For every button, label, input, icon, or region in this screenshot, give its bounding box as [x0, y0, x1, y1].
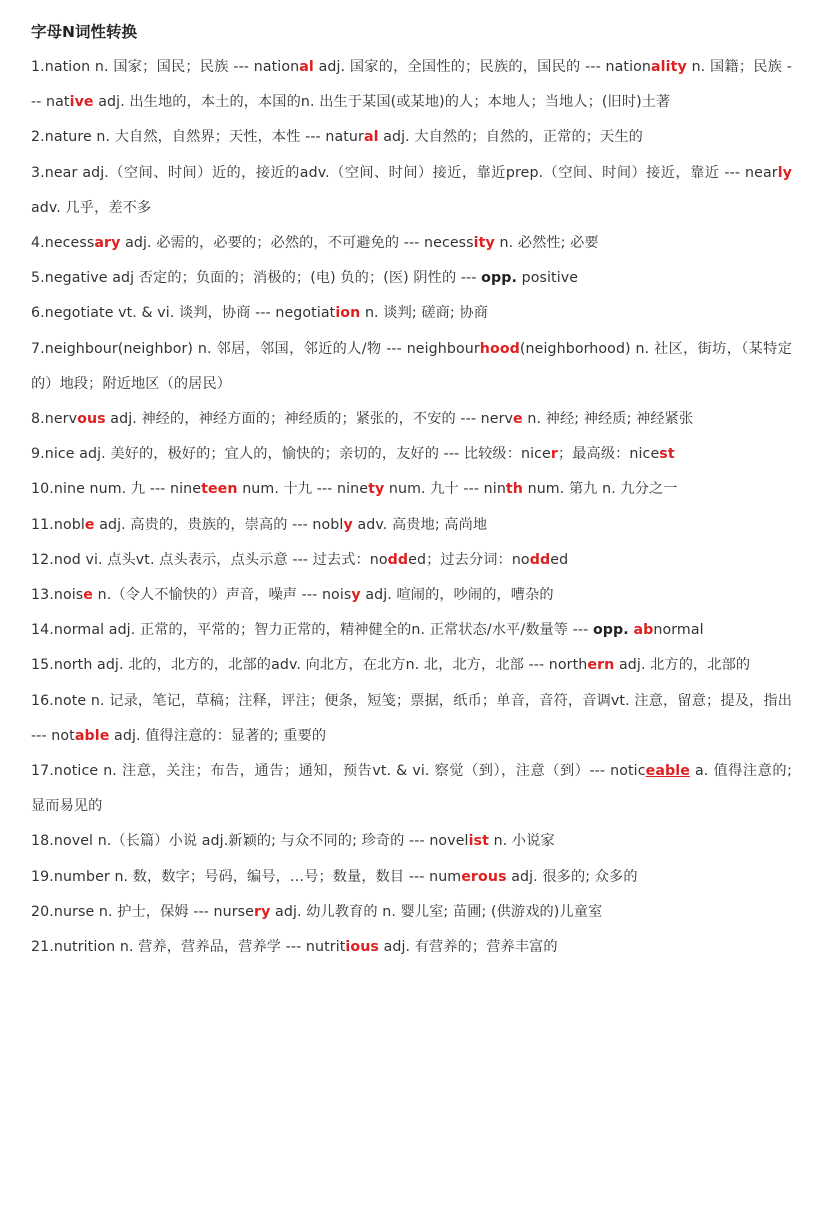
- highlighted-suffix: dd: [387, 551, 409, 568]
- highlighted-suffix: st: [659, 446, 675, 463]
- vocab-entry: [31, 120, 792, 155]
- vocab-entry: [31, 437, 792, 472]
- highlighted-suffix: e: [83, 587, 94, 604]
- entry-list: [31, 50, 792, 965]
- entry-text: 2.nature n. 大自然，自然界；天性，本性 --- natur: [31, 129, 364, 146]
- highlighted-suffix: ern: [587, 657, 615, 674]
- highlighted-suffix: ry: [253, 903, 271, 920]
- entry-text: 16.note n. 记录，笔记，草稿；注释，评注；便条，短笺；票据，纸币；单音，音符，音调vt. 注意，留意；提及，指出 --- not: [31, 692, 792, 744]
- entry-text: adj. 国家的，全国性的；民族的，国民的 --- nation: [313, 59, 651, 75]
- entry-text: 15.north adj. 北的，北方的，北部的adv. 向北方，在北方n. 北，北方，北部 --- north: [31, 657, 588, 674]
- highlighted-suffix: ality: [651, 59, 687, 75]
- vocab-entry: [31, 332, 792, 402]
- vocab-entry: [31, 543, 792, 578]
- entry-text: ed: [550, 551, 569, 568]
- entry-text: adj. 有营养的；营养丰富的: [378, 939, 558, 956]
- entry-text: adj. 神经的，神经方面的；神经质的；紧张的，不安的 --- nerv: [105, 411, 514, 428]
- entry-text: adj. 幼儿教育的 n. 婴儿室; 苗圃; (供游戏的)儿童室: [270, 903, 603, 920]
- entry-text: ；最高级：nice: [557, 446, 660, 463]
- entry-text: 17.notice n. 注意，关注；布告，通告；通知，预告vt. & vi. 察觉（到），注意（到）--- notic: [31, 763, 646, 780]
- entry-text: 6.negotiate vt. & vi. 谈判，协商 --- negotiat: [31, 305, 336, 322]
- highlighted-suffix: ary: [94, 235, 121, 252]
- highlighted-suffix: ty: [368, 481, 385, 498]
- vocab-entry: [31, 261, 792, 296]
- entry-text: 19.number n. 数，数字；号码，编号，…号；数量，数目 --- num: [31, 868, 462, 885]
- vocab-entry: [31, 824, 792, 859]
- highlighted-suffix: r: [550, 446, 558, 463]
- highlighted-suffix: e: [84, 516, 95, 533]
- entry-text: normal: [653, 622, 704, 639]
- vocab-entry: [31, 50, 792, 120]
- vocab-entry: [31, 508, 792, 543]
- entry-text: 20.nurse n. 护士，保姆 --- nurse: [31, 903, 254, 920]
- highlighted-suffix: ous: [77, 411, 106, 428]
- entry-text: n.（令人不愉快的）声音，噪声 --- nois: [93, 587, 352, 604]
- highlighted-suffix: dd: [529, 551, 551, 568]
- highlighted-suffix: teen: [201, 481, 238, 498]
- entry-text: 1.nation n. 国家；国民；民族 --- nation: [31, 59, 300, 75]
- highlighted-suffix: ion: [335, 305, 361, 322]
- entry-text: 11.nobl: [31, 516, 85, 533]
- highlighted-suffix: y: [351, 587, 361, 604]
- entry-text: adv. 几乎，差不多: [31, 199, 152, 216]
- entry-text: adj. 必需的，必要的；必然的，不可避免的 --- necess: [120, 235, 474, 252]
- highlighted-suffix: y: [343, 516, 353, 533]
- entry-text: 3.near adj.（空间、时间）近的，接近的adv.（空间、时间）接近，靠近prep.（空间、时间）接近，靠近 --- near: [31, 164, 778, 181]
- entry-text: n. 国籍；民族 --- nat: [31, 59, 792, 111]
- entry-text: n. 小说家: [488, 833, 555, 850]
- highlighted-suffix: ity: [473, 235, 495, 252]
- entry-text: 8.nerv: [31, 411, 78, 428]
- entry-text: n. 神经; 神经质; 神经紧张: [522, 411, 694, 428]
- entry-text: 21.nutrition n. 营养，营养品，营养学 --- nutrit: [31, 939, 346, 956]
- highlighted-suffix: al: [363, 129, 379, 146]
- highlighted-suffix: ist: [468, 833, 489, 850]
- entry-text: adj. 大自然的；自然的，正常的；天生的: [378, 129, 643, 146]
- highlighted-suffix: able: [74, 727, 110, 744]
- opposite-marker: opp.: [592, 622, 629, 639]
- vocab-entry: [31, 860, 792, 895]
- vocab-entry: [31, 296, 792, 331]
- entry-text: adj. 出生地的，本土的，本国的n. 出生于某国(或某地)的人；本地人；当地人；(旧时)土著: [93, 94, 671, 111]
- entry-text: 4.necess: [31, 235, 95, 252]
- vocab-entry: [31, 156, 792, 226]
- vocab-entry: [31, 472, 792, 507]
- entry-text: 5.negative adj 否定的；负面的；消极的；(电) 负的；(医) 阴性的 ---: [31, 270, 482, 287]
- entry-text: n. 必然性; 必要: [494, 235, 599, 252]
- vocab-entry: [31, 895, 792, 930]
- highlighted-suffix: e: [513, 411, 523, 428]
- highlighted-suffix: ly: [777, 164, 792, 181]
- entry-text: 10.nine num. 九 --- nine: [31, 481, 202, 498]
- highlighted-suffix: ive: [69, 94, 94, 111]
- vocab-entry: [31, 930, 792, 965]
- entry-text: num. 九十 --- nin: [384, 481, 506, 498]
- entry-text: 13.nois: [31, 587, 84, 604]
- vocab-entry: [31, 578, 792, 613]
- entry-text: num. 十九 --- nine: [237, 481, 369, 498]
- entry-text: positive: [517, 270, 579, 287]
- vocab-entry: [31, 754, 792, 824]
- opposite-marker: opp.: [481, 270, 517, 287]
- entry-text: 12.nod vi. 点头vt. 点头表示，点头示意 --- 过去式：no: [31, 551, 388, 568]
- vocab-entry: [31, 226, 792, 261]
- entry-text: n. 谈判; 磋商; 协商: [360, 305, 488, 322]
- entry-text: adj. 值得注意的：显著的; 重要的: [109, 727, 327, 744]
- entry-text: 9.nice adj. 美好的，极好的；宜人的，愉快的；亲切的，友好的 --- 比较级：nice: [31, 446, 551, 463]
- entry-text: 14.normal adj. 正常的，平常的；智力正常的，精神健全的n. 正常状态/水平/数量等 ---: [31, 622, 593, 639]
- highlighted-suffix: ious: [345, 939, 379, 956]
- entry-text: a. 值得注意的; 显而易见的: [31, 763, 792, 815]
- vocab-entry: [31, 648, 792, 683]
- entry-text: num. 第九 n. 九分之一: [523, 481, 678, 498]
- vocab-entry: [31, 402, 792, 437]
- entry-text: ed；过去分词：no: [408, 551, 530, 568]
- entry-text: adj. 喧闹的，吵闹的，嘈杂的: [360, 587, 554, 604]
- entry-text: adj. 高贵的，贵族的，崇高的 --- nobl: [94, 516, 344, 533]
- highlighted-suffix: erous: [461, 868, 507, 885]
- highlighted-suffix: eable: [645, 763, 690, 780]
- entry-text: (neighborhood) n. 社区，街坊，（某特定的）地段；附近地区（的居民）: [31, 340, 792, 392]
- entry-text: 18.novel n.（长篇）小说 adj.新颖的; 与众不同的; 珍奇的 --- novel: [31, 833, 469, 850]
- vocab-entry: [31, 684, 792, 754]
- entry-text: adj. 很多的; 众多的: [506, 868, 638, 885]
- highlighted-suffix: hood: [479, 340, 520, 357]
- entry-text: adj. 北方的，北部的: [614, 657, 751, 674]
- highlighted-suffix: th: [505, 481, 524, 498]
- document-title: 字母N词性转换: [31, 23, 137, 41]
- highlighted-suffix: al: [299, 59, 314, 75]
- entry-text: 7.neighbour(neighbor) n. 邻居，邻国，邻近的人/物 --- neighbour: [31, 340, 480, 357]
- vocab-entry: [31, 613, 792, 648]
- entry-text: adv. 高贵地; 高尚地: [352, 516, 488, 533]
- highlighted-suffix: ab: [633, 622, 654, 639]
